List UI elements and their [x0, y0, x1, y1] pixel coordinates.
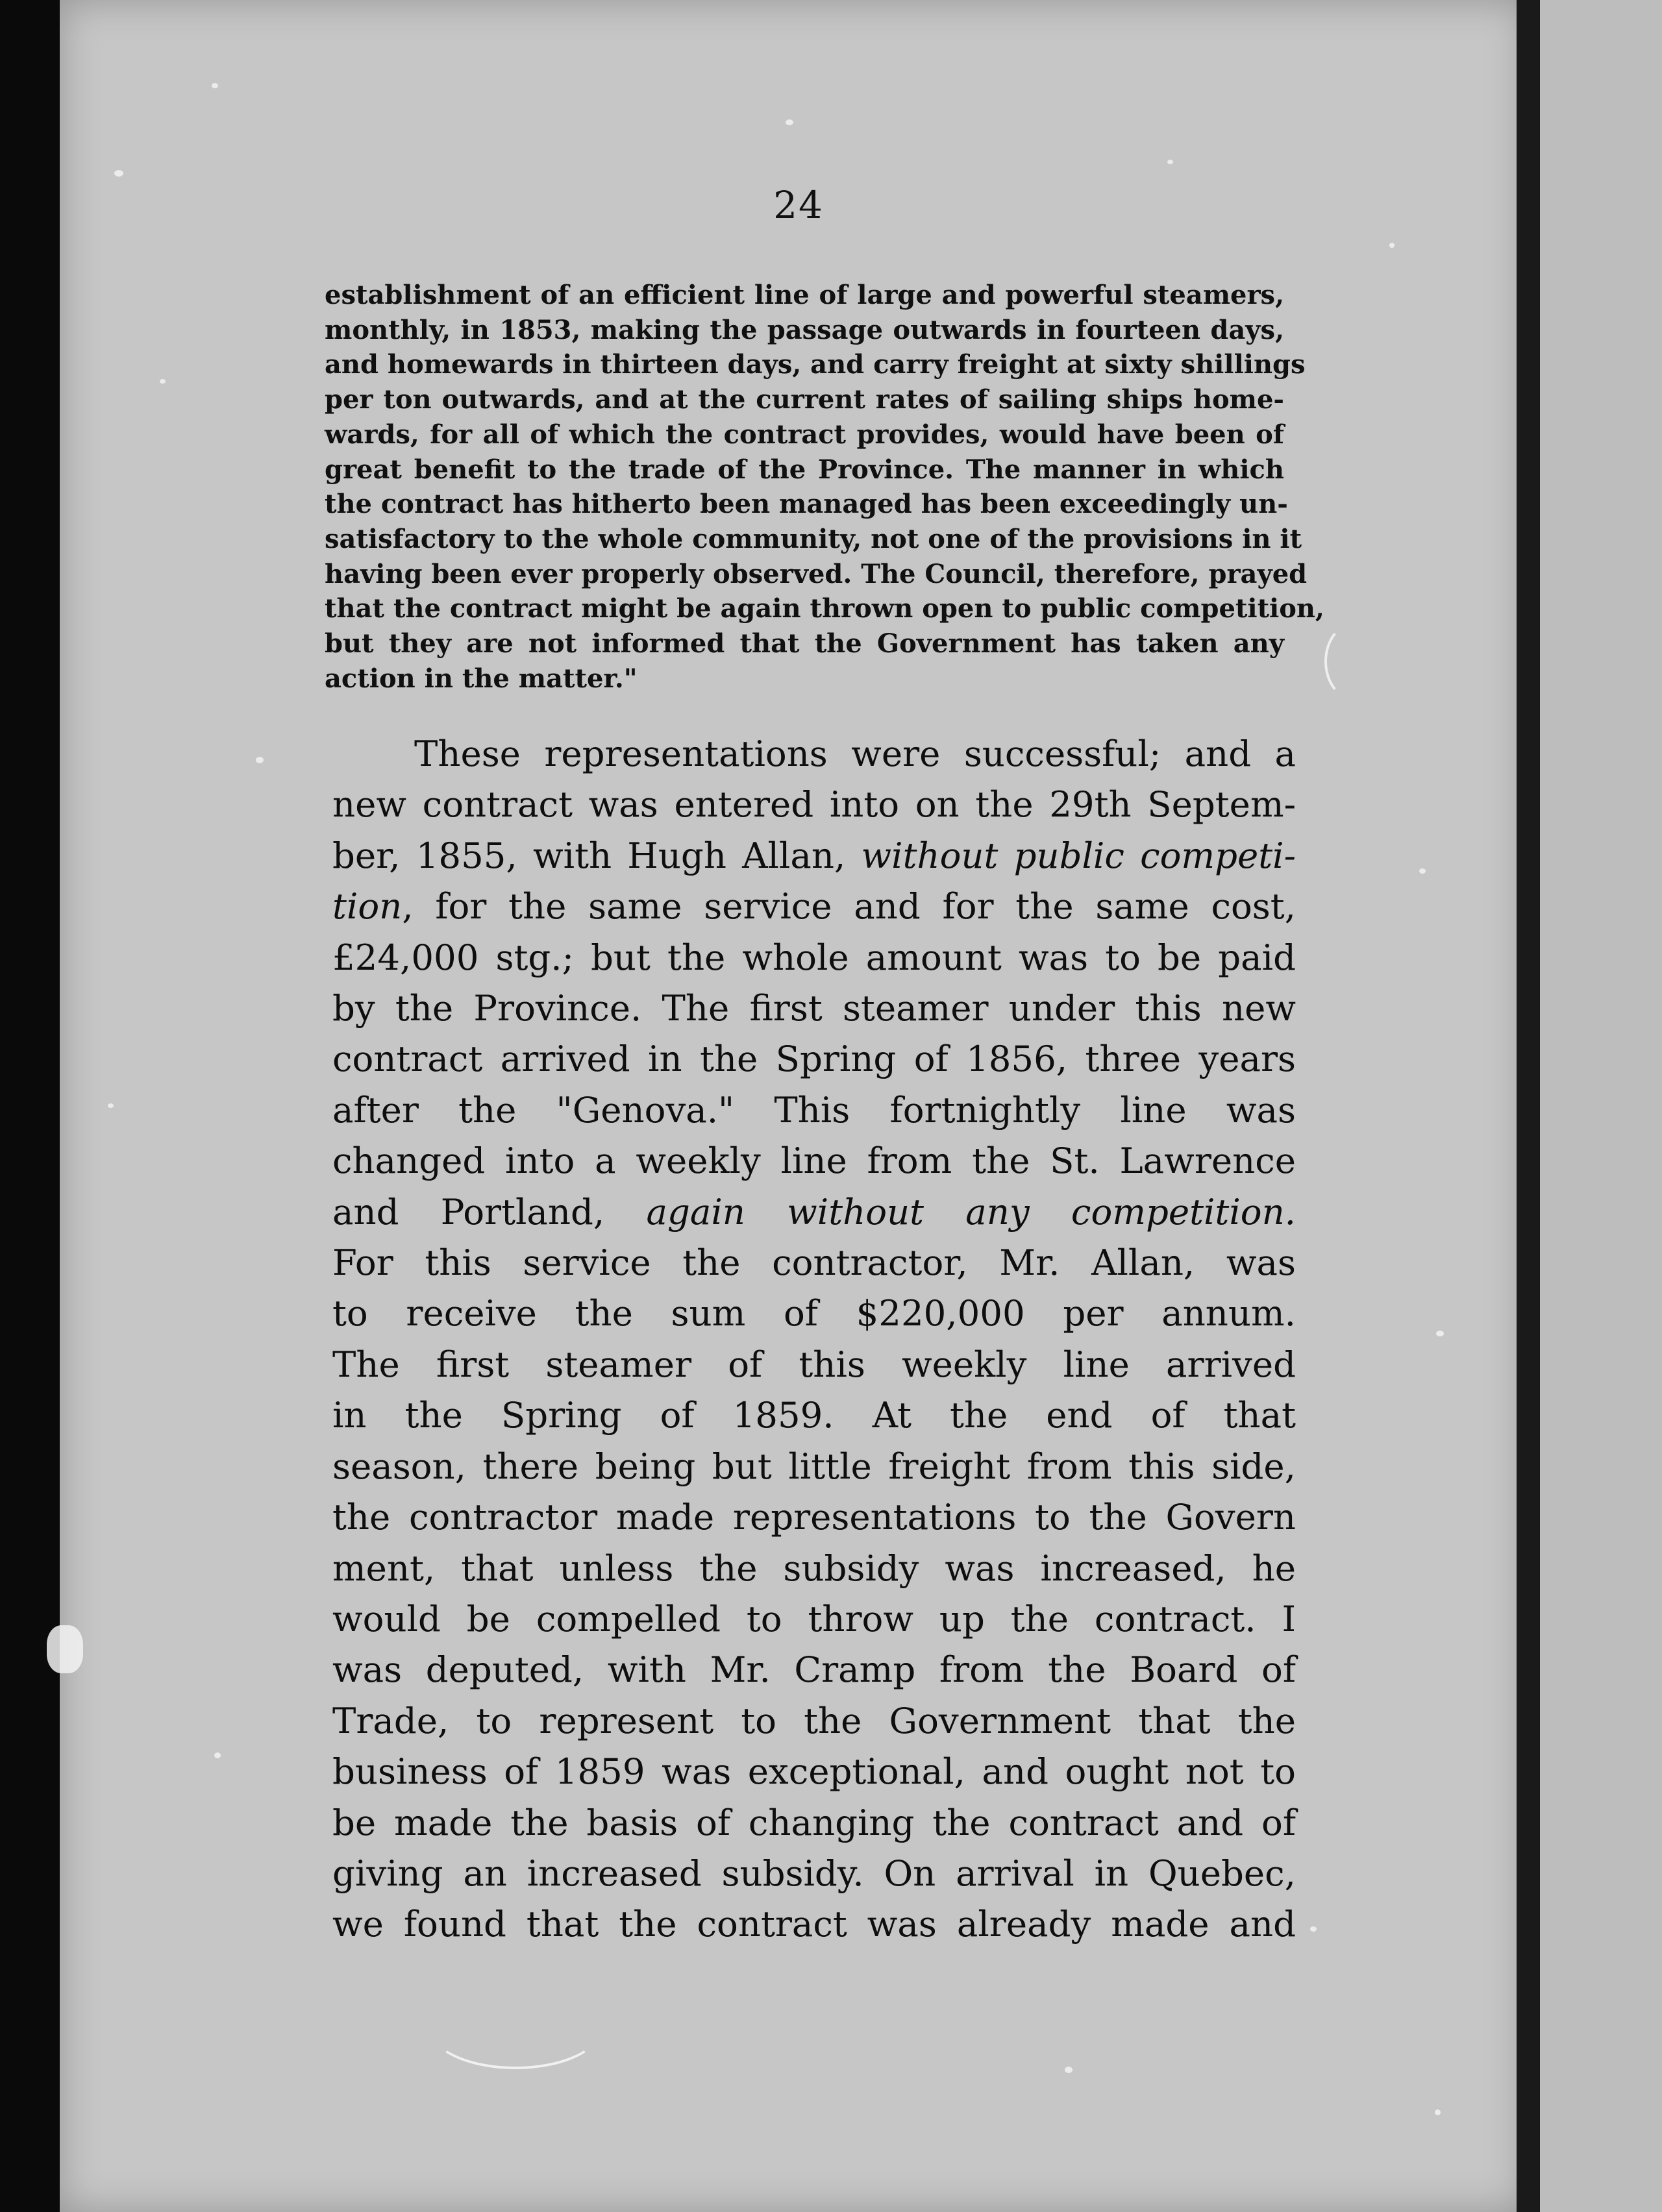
dust-speck: [214, 1752, 221, 1758]
body-line: was deputed, with Mr. Cramp from the Board of: [332, 1649, 1296, 1691]
dust-speck: [108, 1103, 114, 1108]
quote-line: action in the matter.": [325, 663, 638, 694]
body-line: £24,000 stg.; but the whole amount was to be paid: [332, 936, 1296, 978]
body-line: changed into a weekly line from the St. Lawrence: [332, 1140, 1296, 1182]
dust-speck: [786, 119, 793, 125]
body-line: For this service the contractor, Mr. Allan, was: [332, 1242, 1296, 1284]
dust-speck: [1436, 1331, 1444, 1336]
quote-line: monthly, in 1853, making the passage outwards in fourteen days,: [325, 314, 1284, 345]
dust-speck: [1167, 160, 1173, 164]
dust-speck: [1389, 243, 1395, 248]
dust-speck: [1435, 2109, 1441, 2115]
body-text-run: ber, 1855, with Hugh Allan,: [332, 834, 862, 876]
quote-line: but they are not informed that the Government has taken any: [325, 628, 1284, 659]
quote-line: wards, for all of which the contract provides, would have been of: [325, 419, 1284, 450]
body-line: we found that the contract was already made and: [332, 1903, 1296, 1945]
body-line: new contract was entered into on the 29th Septem-: [332, 783, 1296, 826]
quoted-memorial-text: [325, 278, 1324, 696]
body-line: in the Spring of 1859. At the end of that: [332, 1394, 1296, 1436]
dust-speck: [1310, 1926, 1317, 1932]
quote-line: establishment of an efficient line of large and powerful steamers,: [325, 280, 1284, 310]
page-gutter: [1517, 0, 1540, 2212]
adjacent-page-edge: [1540, 0, 1662, 2212]
italic-emphasis: again without any competition.: [646, 1190, 1296, 1233]
body-line: after the "Genova." This fortnightly line was: [332, 1088, 1296, 1131]
body-line: be made the basis of changing the contract and of: [332, 1801, 1296, 1843]
body-line: [332, 1186, 1296, 1237]
body-line: to receive the sum of $220,000 per annum.: [332, 1292, 1296, 1334]
body-line: season, there being but little freight from this side,: [332, 1445, 1296, 1487]
quote-line: that the contract might be again thrown open to public competition,: [325, 593, 1324, 624]
body-line: by the Province. The first steamer under this new: [332, 987, 1296, 1029]
film-scratch: [1324, 623, 1382, 700]
page-number: 24: [773, 183, 824, 227]
quote-line: having been ever properly observed. The Council, therefore, prayed: [325, 558, 1308, 589]
body-line: The first steamer of this weekly line arrived: [332, 1343, 1296, 1385]
dust-speck: [212, 83, 218, 88]
body-line: contract arrived in the Spring of 1856, three years: [332, 1038, 1296, 1080]
body-text-run: , for the same service and for the same cost,: [402, 885, 1296, 928]
quote-line: satisfactory to the whole community, not one of the provisions in it: [325, 523, 1302, 554]
body-line: business of 1859 was exceptional, and ought not to: [332, 1751, 1296, 1793]
body-line: [332, 830, 1296, 881]
body-line: Trade, to represent to the Government that the: [332, 1699, 1296, 1741]
quote-line: and homewards in thirteen days, and carry freight at sixty shillings: [325, 349, 1306, 380]
italic-emphasis: tion: [332, 885, 403, 928]
body-line: These representations were successful; and a: [414, 733, 1296, 774]
body-line: the contractor made representations to the Govern: [332, 1496, 1296, 1538]
body-line: ment, that unless the subsidy was increased, he: [332, 1547, 1296, 1589]
body-text-run: and Portland,: [332, 1190, 647, 1233]
body-line: giving an increased subsidy. On arrival in Quebec,: [332, 1852, 1296, 1894]
dust-speck: [160, 379, 166, 384]
quote-line: per ton outwards, and at the current rates of sailing ships home-: [325, 384, 1284, 415]
dust-speck: [1419, 868, 1426, 874]
dust-speck: [256, 757, 264, 763]
film-scratch: [428, 1986, 602, 2069]
body-line: would be compelled to throw up the contract. I: [332, 1597, 1296, 1640]
quote-line: the contract has hitherto been managed has been exceedingly un-: [325, 489, 1288, 520]
dust-speck: [1065, 2067, 1073, 2073]
dust-speck: [47, 1625, 83, 1673]
body-line: [332, 881, 1296, 931]
dust-speck: [114, 170, 123, 177]
body-paragraph: [332, 728, 1296, 1950]
italic-emphasis: without public competi-: [861, 834, 1296, 876]
quote-line: great benefit to the trade of the Province. The manner in which: [325, 454, 1284, 485]
